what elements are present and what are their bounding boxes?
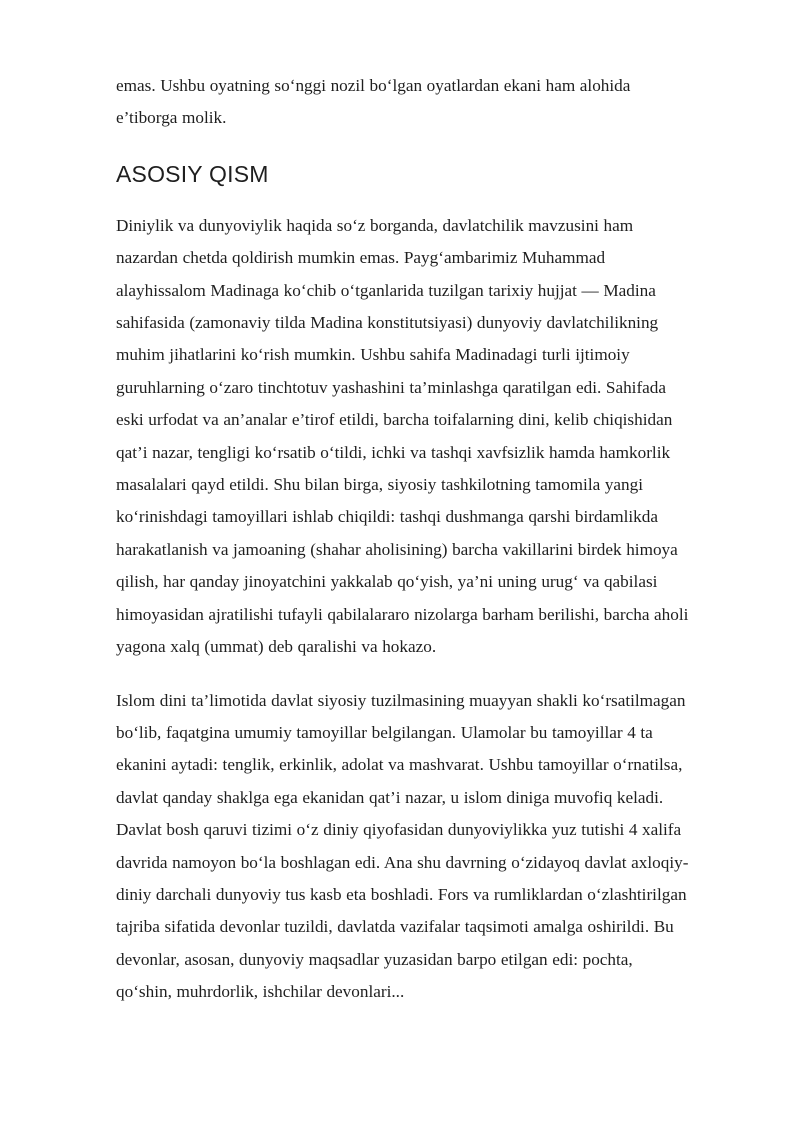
document-page bbox=[116, 70, 746, 1009]
text-line: davrida namoyon bo‘la boshlagan edi. Ana shu davrning o‘zidayoq davlat axloqiy- bbox=[116, 852, 689, 872]
text-line: qo‘shin, muhrdorlik, ishchilar devonlari... bbox=[116, 982, 405, 1002]
text-line: davlat qanday shaklga ega ekanidan qat’i nazar, u islom diniga muvofiq keladi. bbox=[116, 787, 664, 807]
text-line: Davlat bosh qaruvi tizimi o‘z diniy qiyofasidan dunyoviylikka yuz tutishi 4 xalifa bbox=[116, 820, 682, 840]
text-line: qilish, har qanday jinoyatchini yakkalab qo‘yish, ya’ni uning urug‘ va qabilasi bbox=[116, 572, 658, 592]
text-line: ko‘rinishdagi tamoyillari ishlab chiqildi: tashqi dushmanga qarshi birdamlikda bbox=[116, 507, 658, 527]
body-paragraph-2 bbox=[116, 685, 746, 1009]
text-line: Diniylik va dunyoviylik haqida so‘z borganda, davlatchilik mavzusini ham bbox=[116, 215, 634, 235]
text-line: nazardan chetda qoldirish mumkin emas. Payg‘ambarimiz Muhammad bbox=[116, 248, 606, 268]
text-line: tajriba sifatida devonlar tuzildi, davlatda vazifalar taqsimoti amalga oshirildi. Bu bbox=[116, 917, 674, 937]
text-line: diniy darchali dunyoviy tus kasb eta boshladi. Fors va rumliklardan o‘zlashtirilgan bbox=[116, 884, 687, 904]
text-line: guruhlarning o‘zaro tinchtotuv yashashini ta’minlashga qaratilgan edi. Sahifada bbox=[116, 377, 667, 397]
text-line: e’tiborga molik. bbox=[116, 108, 227, 128]
text-line: masalalari qayd etildi. Shu bilan birga, siyosiy tashkilotning tamomila yangi bbox=[116, 475, 644, 495]
text-line: bo‘lib, faqatgina umumiy tamoyillar belgilangan. Ulamolar bu tamoyillar 4 ta bbox=[116, 722, 653, 742]
text-line: emas. Ushbu oyatning so‘nggi nozil bo‘lgan oyatlardan ekani ham alohida bbox=[116, 76, 631, 95]
text-line: alayhissalom Madinaga ko‘chib o‘tganlarida tuzilgan tarixiy hujjat — Madina bbox=[116, 280, 656, 300]
text-line: yagona xalq (ummat) deb qaralishi va hokazo. bbox=[116, 637, 437, 657]
text-line: Islom dini ta’limotida davlat siyosiy tuzilmasining muayyan shakli ko‘rsatilmagan bbox=[116, 690, 686, 710]
text-line: eski urfodat va an’analar e’tirof etildi, barcha toifalarning dini, kelib chiqishidan bbox=[116, 410, 673, 430]
text-line: ekanini aytadi: tenglik, erkinlik, adolat va mashvarat. Ushbu tamoyillar o‘rnatilsa, bbox=[116, 755, 683, 775]
text-line: harakatlanish va jamoaning (shahar aholisining) barcha vakillarini birdek himoya bbox=[116, 539, 678, 559]
text-line: himoyasidan ajratilishi tufayli qabilalararo nizolarga barham berilishi, barcha aholi bbox=[116, 604, 689, 624]
body-paragraph-1 bbox=[116, 210, 746, 664]
text-line: sahifasida (zamonaviy tilda Madina konstitutsiyasi) dunyoviy davlatchilikning bbox=[116, 313, 659, 333]
text-line: qat’i nazar, tengligi ko‘rsatib o‘tildi, ichki va tashqi xavfsizlik hamda hamkorlik bbox=[116, 442, 671, 462]
intro-paragraph bbox=[116, 70, 746, 135]
text-line: devonlar, asosan, dunyoviy maqsadlar yuzasidan barpo etilgan edi: pochta, bbox=[116, 949, 633, 969]
text-line: muhim jihatlarini ko‘rish mumkin. Ushbu sahifa Madinadagi turli ijtimoiy bbox=[116, 345, 630, 365]
section-heading: ASOSIY QISM bbox=[116, 160, 269, 187]
